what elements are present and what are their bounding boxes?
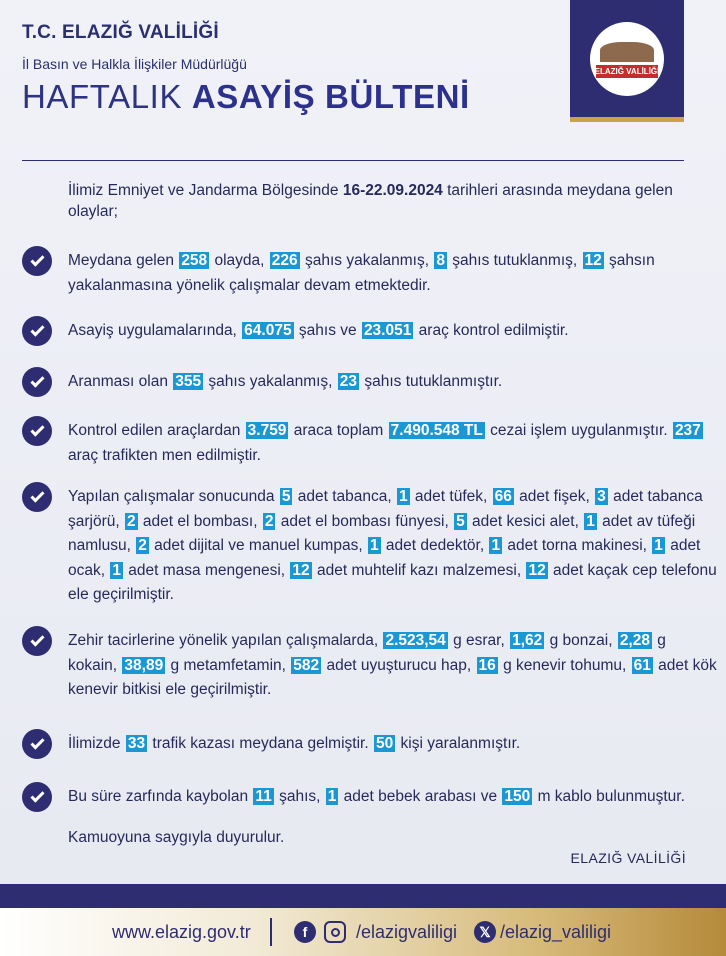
highlighted-number: 12 <box>528 561 546 579</box>
highlighted-number: 1,62 <box>512 632 543 649</box>
highlighted-number: 355 <box>175 373 202 390</box>
item-text-segment: adet fişek, <box>514 488 595 505</box>
bulletin-item-text <box>68 419 718 468</box>
item-text-segment: adet kesici alet, <box>467 512 584 530</box>
highlighted-number: 2 <box>138 537 147 554</box>
check-icon <box>22 782 52 812</box>
item-text-segment: olayda, <box>210 252 269 269</box>
item-text-segment: araç kontrol edilmiştir. <box>414 322 569 339</box>
item-text-segment: adet el bombası fünyesi, <box>276 512 454 530</box>
highlighted-number: 237 <box>674 422 701 439</box>
item-text-segment: Aranması olan <box>68 373 173 390</box>
bulletin-item-text <box>68 319 718 344</box>
item-text-segment: şahıs tutuklanmış, <box>447 252 582 269</box>
highlighted-number: 226 <box>271 252 298 269</box>
item-text-segment: trafik kazası meydana gelmiştir. <box>148 735 373 752</box>
header-divider <box>22 160 684 161</box>
item-text-segment: adet masa mengenesi, <box>123 561 290 579</box>
highlighted-number: 23.051 <box>363 322 412 339</box>
highlighted-number: 33 <box>127 735 146 752</box>
item-text-segment: g metamfetamin, <box>166 656 291 674</box>
highlighted-number: 2 <box>264 512 274 530</box>
social-handle-x[interactable]: /elazig_valiligi <box>500 922 612 942</box>
bulletin-item-text <box>68 249 718 298</box>
item-text-segment: g kokain, <box>68 632 666 674</box>
item-text-segment: adet tabanca, <box>293 488 396 505</box>
item-text-segment: şahsın yakalanmasına yönelik çalışmalar devam etmektedir. <box>68 252 655 294</box>
check-icon <box>22 367 52 397</box>
check-icon <box>22 316 52 346</box>
item-text-segment: Yapılan çalışmalar sonucunda <box>68 488 279 505</box>
x-twitter-icon[interactable]: 𝕏 <box>474 921 496 943</box>
highlighted-number: 23 <box>339 373 358 390</box>
highlighted-number: 2.523,54 <box>385 632 446 649</box>
highlighted-number: 150 <box>504 788 531 805</box>
highlighted-number: 1 <box>586 512 595 530</box>
intro-before: İlimiz Emniyet ve Jandarma Bölgesinde <box>68 182 343 199</box>
highlighted-number: 3.759 <box>247 422 287 439</box>
highlighted-number: 5 <box>456 512 465 530</box>
check-icon <box>22 482 52 512</box>
highlighted-number: 11 <box>255 788 272 805</box>
item-text-segment: adet bebek arabası ve <box>339 788 502 805</box>
item-text-segment: Bu süre zarfında kaybolan <box>68 788 253 805</box>
item-text-segment: adet muhtelif kazı malzemesi, <box>312 561 526 579</box>
highlighted-number: 1 <box>399 488 408 505</box>
facebook-icon[interactable]: f <box>294 921 316 943</box>
footer-band <box>0 884 726 908</box>
item-text-segment: adet tabanca şarjörü, <box>68 488 703 530</box>
title-part1: HAFTALIK <box>22 78 183 115</box>
header <box>22 22 470 116</box>
item-text-segment: İlimizde <box>68 735 125 752</box>
highlighted-number: 64.075 <box>244 322 292 339</box>
bulletin-title <box>22 78 470 116</box>
highlighted-number: 50 <box>375 735 394 752</box>
item-text-segment: adet tüfek, <box>410 488 492 505</box>
item-text-segment: şahıs yakalanmış, <box>204 373 337 390</box>
item-text-segment: g kenevir tohumu, <box>498 656 631 674</box>
item-text-segment: adet el bombası, <box>138 512 262 530</box>
footer-separator <box>270 918 272 946</box>
governorship-logo-icon <box>590 22 664 96</box>
item-text-segment: şahıs yakalanmış, <box>300 252 434 269</box>
website-link[interactable]: www.elazig.gov.tr <box>112 922 251 942</box>
castle-hill-icon <box>600 42 654 62</box>
signature: ELAZIĞ VALİLİĞİ <box>570 850 686 866</box>
item-text-segment: cezai işlem uygulanmıştır. <box>485 422 672 439</box>
highlighted-number: 1 <box>327 788 337 805</box>
check-icon <box>22 416 52 446</box>
highlighted-number: 2 <box>127 512 136 530</box>
highlighted-number: 66 <box>494 488 512 505</box>
logo-text: ELAZIĞ VALİLİĞİ <box>594 66 660 76</box>
check-icon <box>22 246 52 276</box>
item-text-segment: araç trafikten men edilmiştir. <box>68 446 261 464</box>
logo-panel <box>570 0 684 122</box>
bulletin-item-text <box>68 370 718 395</box>
item-text-segment: Zehir tacirlerine yönelik yapılan çalışmalarda, <box>68 632 383 649</box>
item-text-segment: adet torna makinesi, <box>503 537 652 554</box>
highlighted-number: 1 <box>654 537 663 554</box>
item-text-segment: şahıs, <box>274 788 325 805</box>
highlighted-number: 7.490.548 TL <box>390 422 483 439</box>
item-text-segment: şahıs tutuklanmıştır. <box>360 373 503 390</box>
item-text-segment: kişi yaralanmıştır. <box>396 735 521 752</box>
check-icon <box>22 729 52 759</box>
intro-after: tarihleri arasında meydana gelen olaylar; <box>68 182 673 220</box>
highlighted-number: 1 <box>491 537 501 554</box>
highlighted-number: 1 <box>112 561 121 579</box>
item-text-segment: m kablo bulunmuştur. <box>533 788 685 805</box>
bulletin-item-text <box>68 629 718 703</box>
bulletin-item-text <box>68 485 718 608</box>
item-text-segment: adet kaçak cep telefonu ele geçirilmiştir. <box>68 561 717 603</box>
instagram-icon[interactable] <box>324 921 346 943</box>
bulletin-item-text <box>68 785 718 810</box>
highlighted-number: 16 <box>478 656 496 674</box>
item-text-segment: Asayiş uygulamalarında, <box>68 322 242 339</box>
intro-dates: 16-22.09.2024 <box>342 182 443 199</box>
item-text-segment: adet kök kenevir bitkisi ele geçirilmiştir. <box>68 656 717 698</box>
item-text-segment: Meydana gelen <box>68 252 179 269</box>
intro-text <box>68 180 688 222</box>
item-text-segment: adet dedektör, <box>381 537 489 554</box>
highlighted-number: 3 <box>597 488 606 505</box>
item-text-segment: adet av tüfeği namlusu, <box>68 512 696 554</box>
item-text-segment: şahıs ve <box>294 322 361 339</box>
footer <box>0 908 726 956</box>
item-text-segment: g bonzai, <box>545 632 617 649</box>
item-text-segment: araca toplam <box>289 422 388 439</box>
highlighted-number: 258 <box>181 252 208 269</box>
highlighted-number: 582 <box>293 656 320 674</box>
title-part2: ASAYİŞ BÜLTENİ <box>191 78 470 115</box>
highlighted-number: 61 <box>633 656 651 674</box>
highlighted-number: 1 <box>369 537 379 554</box>
bulletin-item-text <box>68 732 718 757</box>
highlighted-number: 12 <box>584 252 602 269</box>
highlighted-number: 38,89 <box>124 656 164 674</box>
department-name: İl Basın ve Halkla İlişkiler Müdürlüğü <box>22 56 247 72</box>
item-text-segment: Kontrol edilen araçlardan <box>68 422 245 439</box>
highlighted-number: 2,28 <box>619 632 650 649</box>
highlighted-number: 5 <box>281 488 291 505</box>
closing-text: Kamuoyuna saygıyla duyurulur. <box>68 829 285 846</box>
item-text-segment: adet dijital ve manuel kumpas, <box>149 537 367 554</box>
institution-name: T.C. ELAZIĞ VALİLİĞİ <box>22 22 219 43</box>
social-handle-facebook-instagram[interactable]: /elazigvaliligi <box>356 922 458 942</box>
item-text-segment: adet ocak, <box>68 537 701 579</box>
highlighted-number: 12 <box>292 561 310 579</box>
item-text-segment: g esrar, <box>448 632 510 649</box>
check-icon <box>22 626 52 656</box>
highlighted-number: 8 <box>436 252 445 269</box>
item-text-segment: adet uyuşturucu hap, <box>322 656 476 674</box>
